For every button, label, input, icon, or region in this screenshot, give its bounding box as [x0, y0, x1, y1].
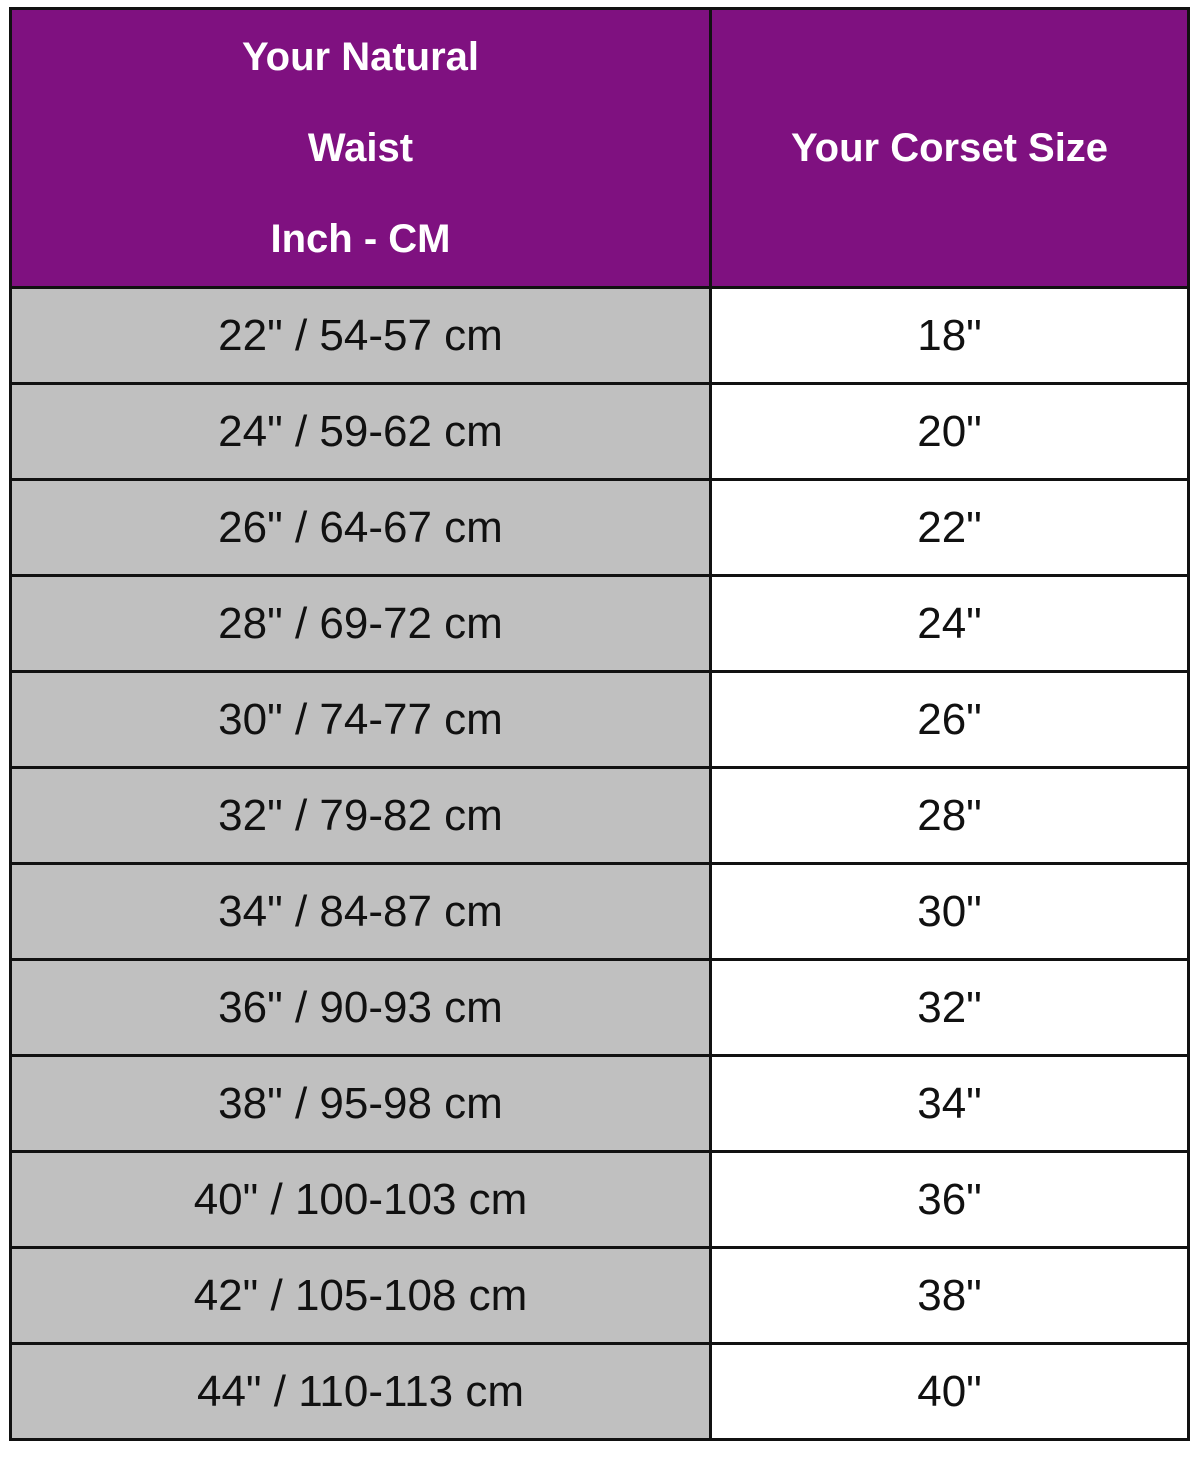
corset-size-cell: 28": [711, 768, 1189, 864]
corset-size-table: [9, 7, 1190, 1441]
waist-cell: 36" / 90-93 cm: [11, 960, 711, 1056]
corset-size-cell: 30": [711, 864, 1189, 960]
waist-cell: 28" / 69-72 cm: [11, 576, 711, 672]
waist-cell: 22" / 54-57 cm: [11, 288, 711, 384]
table-row: [11, 1248, 1189, 1344]
table-row: [11, 768, 1189, 864]
waist-cell: 26" / 64-67 cm: [11, 480, 711, 576]
table-row: [11, 288, 1189, 384]
table-header-row: [11, 9, 1189, 288]
corset-size-cell: 36": [711, 1152, 1189, 1248]
size-chart: [9, 7, 1187, 1475]
table-row: [11, 480, 1189, 576]
corset-size-column-header: Your Corset Size: [711, 9, 1189, 288]
waist-cell: 42" / 105-108 cm: [11, 1248, 711, 1344]
corset-size-cell: 40": [711, 1344, 1189, 1440]
corset-size-cell: 26": [711, 672, 1189, 768]
table-row: [11, 576, 1189, 672]
corset-size-cell: 38": [711, 1248, 1189, 1344]
table-row: [11, 384, 1189, 480]
waist-column-header: [11, 9, 711, 288]
waist-header-line-1: Your Natural: [241, 34, 480, 79]
waist-cell: 24" / 59-62 cm: [11, 384, 711, 480]
corset-size-cell: 22": [711, 480, 1189, 576]
table-row: [11, 864, 1189, 960]
table-row: [11, 1152, 1189, 1248]
table-row: [11, 672, 1189, 768]
waist-cell: 32" / 79-82 cm: [11, 768, 711, 864]
waist-header-line-3: Inch - CM: [270, 216, 451, 261]
table-row: [11, 960, 1189, 1056]
table-row: [11, 1056, 1189, 1152]
waist-cell: 40" / 100-103 cm: [11, 1152, 711, 1248]
corset-size-cell: 18": [711, 288, 1189, 384]
corset-size-cell: 20": [711, 384, 1189, 480]
waist-cell: 44" / 110-113 cm: [11, 1344, 711, 1440]
waist-header-line-2: Waist: [307, 125, 414, 170]
corset-size-cell: 32": [711, 960, 1189, 1056]
waist-cell: 34" / 84-87 cm: [11, 864, 711, 960]
waist-cell: 30" / 74-77 cm: [11, 672, 711, 768]
waist-cell: 38" / 95-98 cm: [11, 1056, 711, 1152]
corset-size-cell: 24": [711, 576, 1189, 672]
corset-size-cell: 34": [711, 1056, 1189, 1152]
table-row: [11, 1344, 1189, 1440]
